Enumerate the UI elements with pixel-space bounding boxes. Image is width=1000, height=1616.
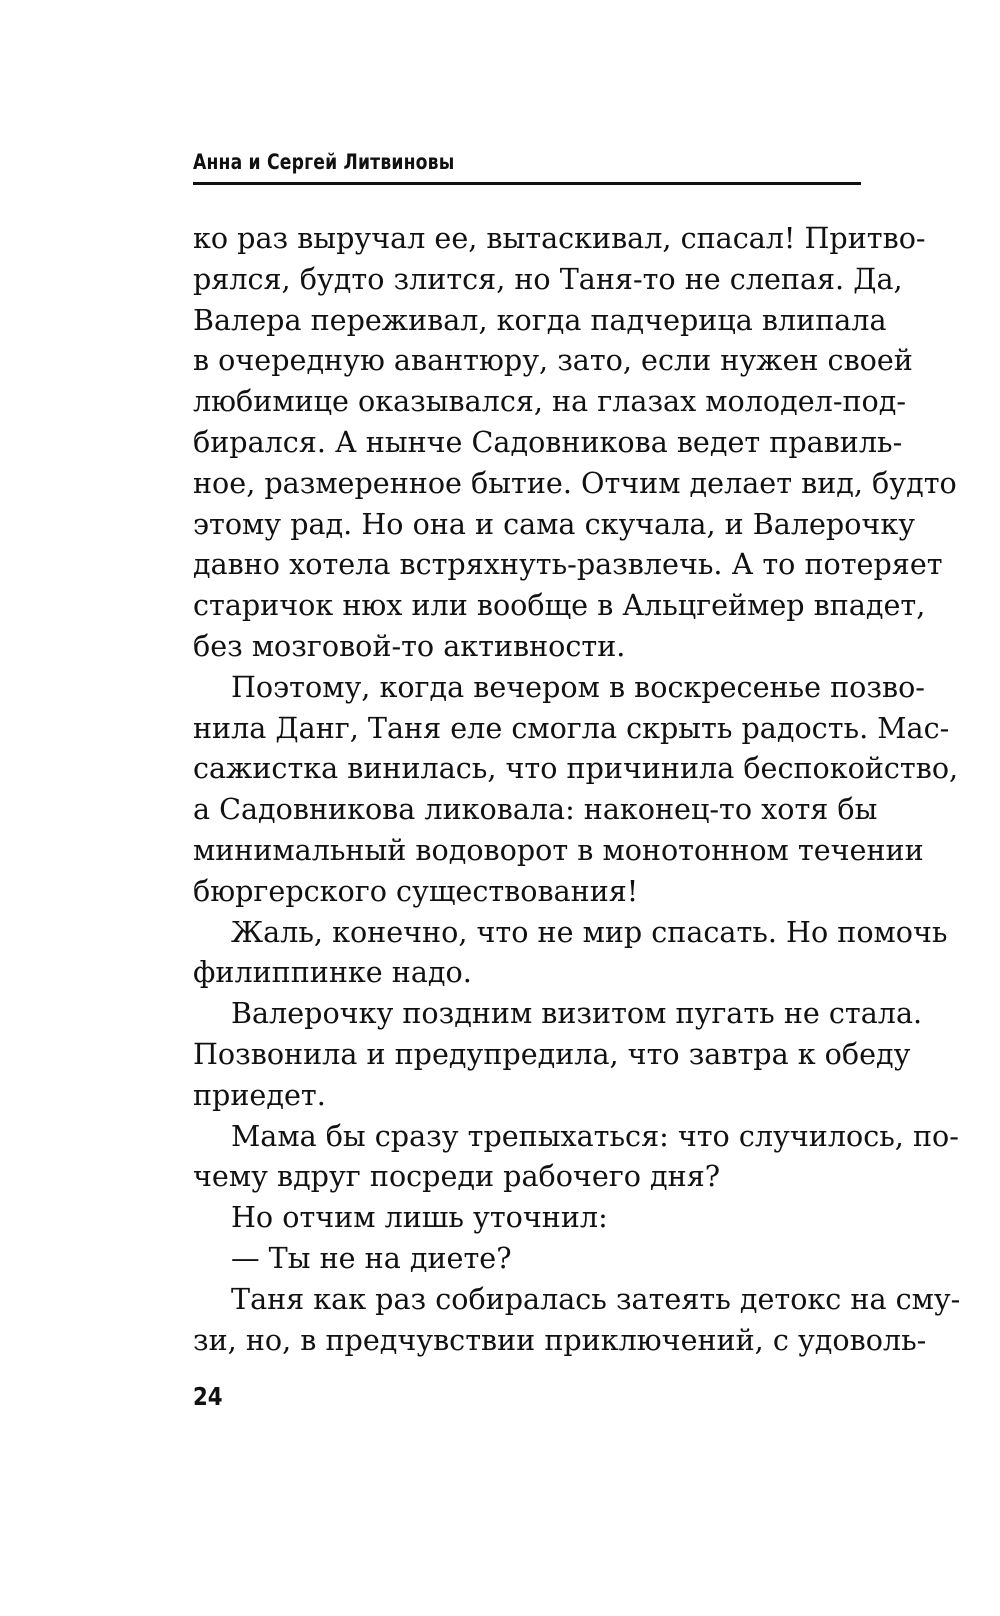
text-line: этому рад. Но она и сама скучала, и Валерочку [193, 506, 916, 541]
text-line: филиппинке надо. [193, 955, 472, 990]
text-line: любимице оказывался, на глазах молодел-под- [193, 384, 907, 419]
text-line: старичок нюх или вообще в Альцгеймер впадет, [193, 588, 926, 623]
text-line: сажистка винилась, что причинила беспокойство, [193, 751, 959, 786]
text-line: нила Данг, Таня еле смогла скрыть радость. Мас- [193, 710, 950, 745]
text-line: а Садовникова ликовала: наконец-то хотя бы [193, 792, 878, 827]
text-line: чему вдруг посреди рабочего дня? [193, 1159, 721, 1194]
text-line: минимальный водоворот в монотонном течении [193, 832, 924, 867]
body-text [193, 218, 961, 1360]
text-line: Валера переживал, когда падчерица влипала [193, 302, 887, 337]
text-line: Позвонила и предупредила, что завтра к обеду [193, 1036, 911, 1071]
text-line: ко раз выручал ее, вытаскивал, спасал! Притво- [193, 221, 926, 255]
text-line: Жаль, конечно, что не мир спасать. Но помочь [231, 914, 948, 949]
text-line: зи, но, в предчувствии приключений, с удоволь- [193, 1322, 927, 1357]
text-line: бюргерского существования! [193, 873, 639, 908]
header-rule [193, 182, 861, 185]
text-line: Но отчим лишь уточнил: [231, 1200, 608, 1235]
text-line: Валерочку поздним визитом пугать не стала. [231, 996, 923, 1031]
running-head-title: Анна и Сергей Литвиновы [193, 150, 455, 174]
page-number: 24 [193, 1382, 223, 1411]
text-line: в очередную авантюру, зато, если нужен своей [193, 343, 913, 378]
text-line: Поэтому, когда вечером в воскресенье позво- [231, 669, 925, 704]
text-line: Мама бы сразу трепыхаться: что случилось, по- [231, 1118, 959, 1153]
text-line: давно хотела встряхнуть-развлечь. А то потеряет [193, 547, 943, 582]
text-line: рялся, будто злится, но Таня-то не слепая. Да, [193, 261, 903, 296]
text-line: бирался. А нынче Садовникова ведет правиль- [193, 424, 903, 459]
text-line: Таня как раз собиралась затеять детокс на сму- [231, 1281, 961, 1316]
text-line: без мозговой-то активности. [193, 628, 626, 663]
text-line: — Ты не на диете? [231, 1240, 512, 1275]
text-line: приедет. [193, 1077, 326, 1112]
text-line: ное, размеренное бытие. Отчим делает вид, будто [193, 465, 957, 500]
